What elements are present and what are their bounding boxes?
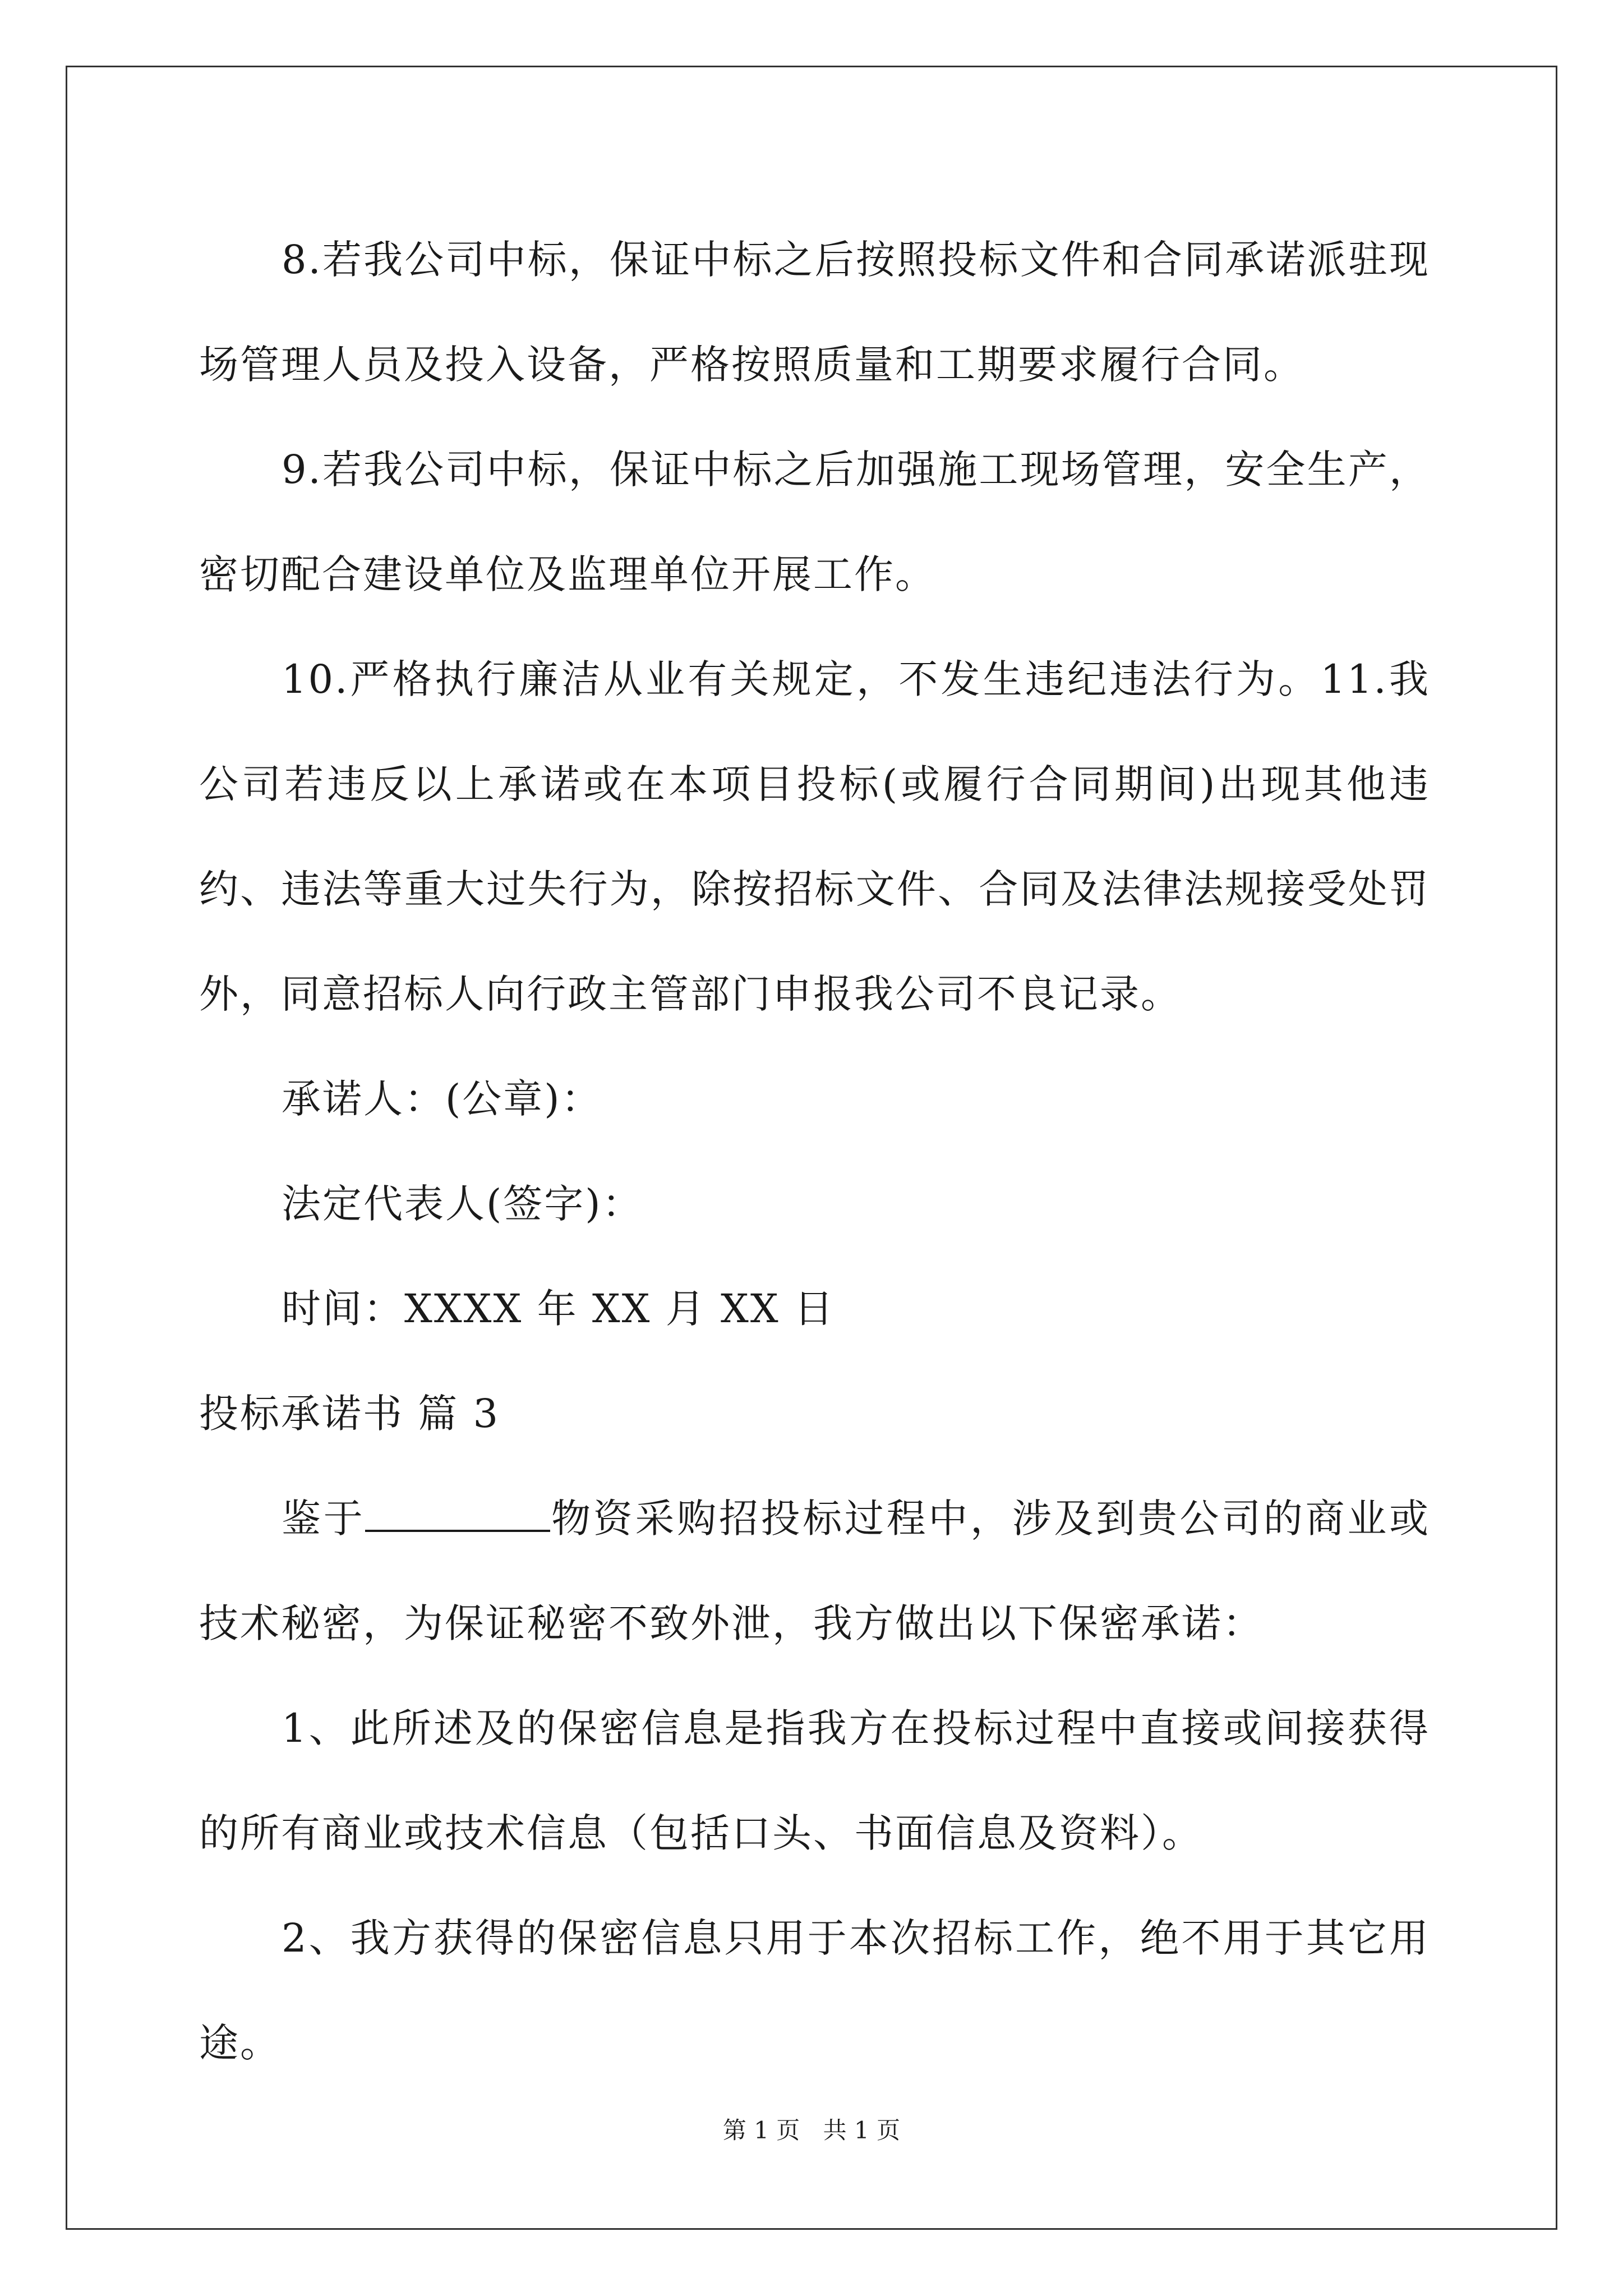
date-line: 时间：XXXX 年 XX 月 XX 日 — [282, 1286, 835, 1332]
intro-prefix: 鉴于 — [282, 1496, 366, 1542]
section-heading: 投标承诺书 篇 3 — [199, 1391, 500, 1437]
intro-suffix: 物资采购招投标过程中，涉及到贵公司的商业或技术秘密，为保证秘密不致外泄，我方做出以下保密承诺： — [199, 1496, 1431, 1646]
page-number-current: 第 1 页 — [722, 2116, 800, 2144]
legal-rep-signature-line: 法定代表人(签字)： — [282, 1181, 643, 1227]
confidentiality-item-1: 1、此所述及的保密信息是指我方在投标过程中直接或间接获得的所有商业或技术信息（包括口头、书面信息及资料）。 — [199, 1705, 1430, 1856]
fill-in-blank — [365, 1497, 550, 1532]
paragraph-item-9: 9.若我公司中标，保证中标之后加强施工现场管理，安全生产，密切配合建设单位及监理单位开展工作。 — [199, 447, 1430, 597]
document-body — [199, 208, 1430, 2096]
page-footer — [0, 2112, 1623, 2146]
confidentiality-item-2: 2、我方获得的保密信息只用于本次招标工作，绝不用于其它用途。 — [199, 1915, 1430, 2066]
confidentiality-intro — [199, 1466, 1430, 1676]
paragraph-item-8: 8.若我公司中标，保证中标之后按照投标文件和合同承诺派驻现场管理人员及投入设备，严格按照质量和工期要求履行合同。 — [199, 237, 1430, 388]
promisor-seal-line: 承诺人：(公章)： — [282, 1076, 602, 1122]
page-number-total: 共 1 页 — [823, 2116, 901, 2144]
paragraph-item-10-11: 10.严格执行廉洁从业有关规定，不发生违纪违法行为。11.我公司若违反以上承诺或在本项目投标(或履行合同期间)出现其他违约、违法等重大过失行为，除按招标文件、合同及法律法规接受处罚外，同意招标人向行政主管部门申报我公司不良记录。 — [199, 656, 1430, 1017]
